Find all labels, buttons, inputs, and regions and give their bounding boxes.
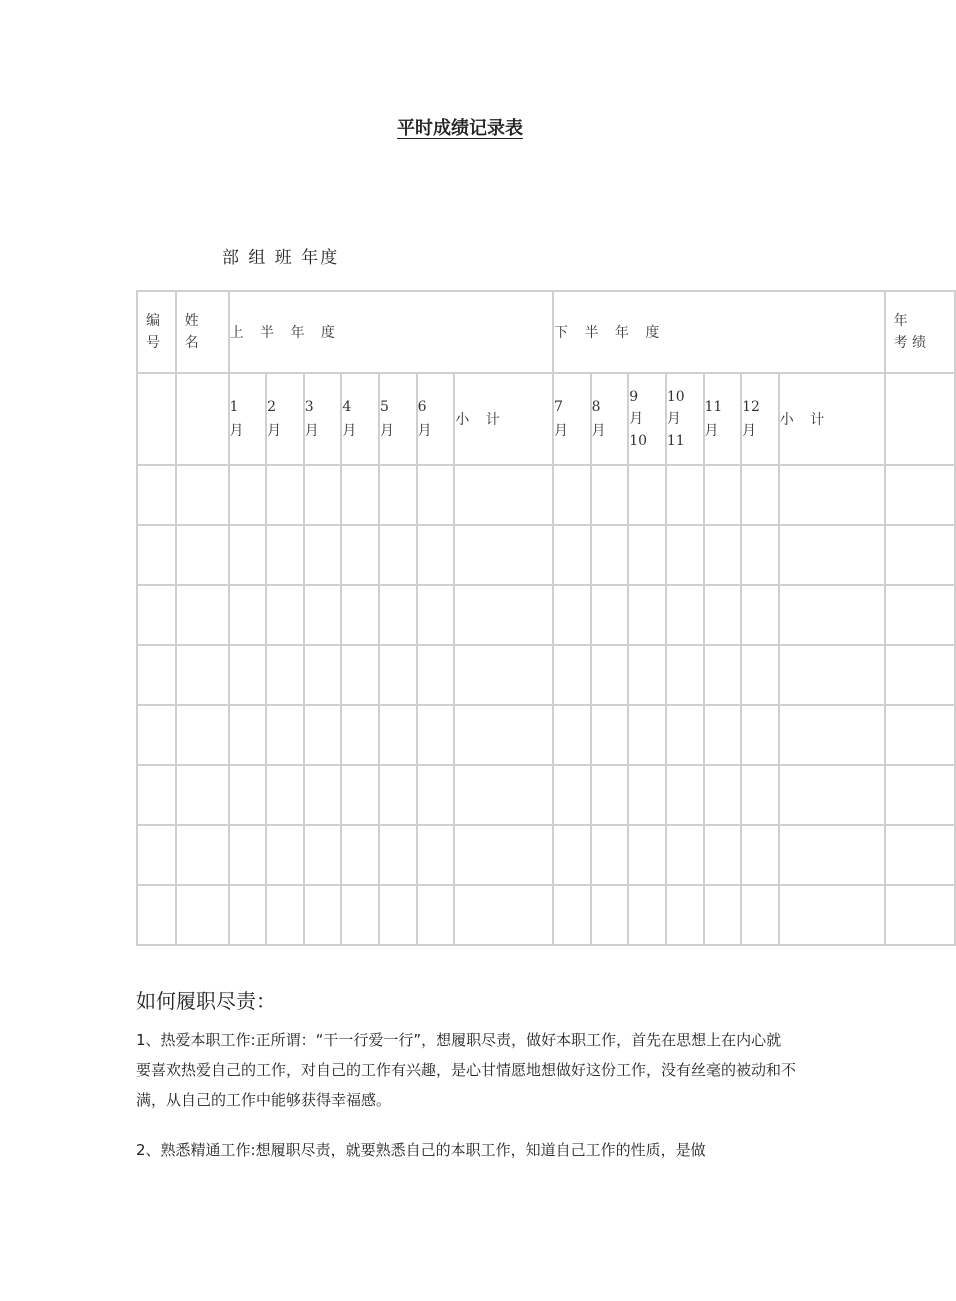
table-cell[interactable] <box>741 465 779 525</box>
table-cell[interactable] <box>176 825 229 885</box>
table-cell[interactable] <box>704 585 742 645</box>
table-row <box>137 585 955 645</box>
table-cell[interactable] <box>379 885 417 945</box>
section-heading: 如何履职尽责： <box>136 989 276 1013</box>
table-cell[interactable] <box>304 585 342 645</box>
table-cell[interactable] <box>176 585 229 645</box>
month-10: 10 月 11 <box>666 373 704 465</box>
table-cell[interactable] <box>591 705 629 765</box>
table-cell[interactable] <box>553 525 591 585</box>
table-cell[interactable] <box>666 465 704 525</box>
table-cell[interactable] <box>741 645 779 705</box>
table-cell[interactable] <box>176 885 229 945</box>
header-annual: 年 考 绩 <box>885 291 955 373</box>
table-cell[interactable] <box>779 525 885 585</box>
month-8: 8 月 <box>591 373 629 465</box>
table-cell[interactable] <box>341 465 379 525</box>
table-cell[interactable] <box>553 645 591 705</box>
table-row <box>137 885 955 945</box>
table-cell[interactable] <box>553 885 591 945</box>
table-cell[interactable] <box>666 585 704 645</box>
table-cell[interactable] <box>779 585 885 645</box>
table-cell[interactable] <box>454 585 553 645</box>
score-table <box>136 290 956 946</box>
table-cell[interactable] <box>266 765 304 825</box>
table-cell[interactable] <box>341 885 379 945</box>
table-cell[interactable] <box>704 705 742 765</box>
table-cell[interactable] <box>704 825 742 885</box>
table-cell[interactable] <box>741 705 779 765</box>
table-cell[interactable] <box>741 585 779 645</box>
page-title: 平时成绩记录表 <box>397 118 523 139</box>
table-cell[interactable] <box>229 645 267 705</box>
table-cell[interactable] <box>666 885 704 945</box>
table-cell[interactable] <box>341 525 379 585</box>
table-cell[interactable] <box>779 825 885 885</box>
blank-cell <box>137 373 176 465</box>
table-cell[interactable] <box>885 465 955 525</box>
table-cell[interactable] <box>885 765 955 825</box>
table-cell[interactable] <box>454 705 553 765</box>
table-cell[interactable] <box>417 705 455 765</box>
month-4: 4 月 <box>341 373 379 465</box>
header-name: 姓 名 <box>176 291 229 373</box>
table-cell[interactable] <box>137 645 176 705</box>
table-cell[interactable] <box>628 465 666 525</box>
table-cell[interactable] <box>304 825 342 885</box>
table-cell[interactable] <box>704 525 742 585</box>
table-cell[interactable] <box>229 585 267 645</box>
table-cell[interactable] <box>266 705 304 765</box>
month-12: 12 月 <box>741 373 779 465</box>
month-2: 2 月 <box>266 373 304 465</box>
table-cell[interactable] <box>885 825 955 885</box>
table-cell[interactable] <box>553 585 591 645</box>
table-cell[interactable] <box>379 825 417 885</box>
table-cell[interactable] <box>266 825 304 885</box>
table-cell[interactable] <box>704 645 742 705</box>
table-cell[interactable] <box>454 525 553 585</box>
table-cell[interactable] <box>229 525 267 585</box>
table-cell[interactable] <box>741 525 779 585</box>
table-cell[interactable] <box>137 525 176 585</box>
table-cell[interactable] <box>379 465 417 525</box>
table-cell[interactable] <box>885 585 955 645</box>
table-cell[interactable] <box>229 765 267 825</box>
table-cell[interactable] <box>417 525 455 585</box>
table-cell[interactable] <box>779 645 885 705</box>
table-cell[interactable] <box>176 525 229 585</box>
month-9: 9 月 10 <box>628 373 666 465</box>
table-cell[interactable] <box>741 765 779 825</box>
table-cell[interactable] <box>176 705 229 765</box>
table-cell[interactable] <box>454 825 553 885</box>
paragraph-1: 1、热爱本职工作:正所谓：“干一行爱一行”，想履职尽责，做好本职工作，首先在思想上在内心就要喜欢热爱自己的工作，对自己的工作有兴趣，是心甘情愿地想做好这份工作，没有丝毫的被动和不满，从自己的工作中能够获得幸福感。 <box>136 1031 797 1109</box>
subtotal-first-half: 小 计 <box>454 373 553 465</box>
table-row <box>137 705 955 765</box>
table-cell[interactable] <box>779 465 885 525</box>
month-7: 7 月 <box>553 373 591 465</box>
table-cell[interactable] <box>454 885 553 945</box>
table-cell[interactable] <box>454 645 553 705</box>
month-3: 3 月 <box>304 373 342 465</box>
table-cell[interactable] <box>341 645 379 705</box>
table-cell[interactable] <box>628 585 666 645</box>
table-cell[interactable] <box>666 705 704 765</box>
score-table-container <box>136 290 927 952</box>
table-cell[interactable] <box>666 825 704 885</box>
month-1: 1 月 <box>229 373 267 465</box>
table-cell[interactable] <box>666 525 704 585</box>
month-11: 11 月 <box>704 373 742 465</box>
table-cell[interactable] <box>885 885 955 945</box>
table-cell[interactable] <box>628 525 666 585</box>
table-cell[interactable] <box>741 825 779 885</box>
table-row <box>137 765 955 825</box>
table-cell[interactable] <box>176 765 229 825</box>
table-cell[interactable] <box>229 465 267 525</box>
table-cell[interactable] <box>591 465 629 525</box>
table-cell[interactable] <box>628 825 666 885</box>
blank-cell <box>176 373 229 465</box>
table-cell[interactable] <box>137 705 176 765</box>
month-header-row <box>137 373 955 465</box>
blank-cell <box>885 373 955 465</box>
table-cell[interactable] <box>266 645 304 705</box>
table-cell[interactable] <box>137 585 176 645</box>
table-cell[interactable] <box>176 645 229 705</box>
table-row <box>137 825 955 885</box>
table-cell[interactable] <box>229 885 267 945</box>
table-cell[interactable] <box>591 885 629 945</box>
table-cell[interactable] <box>379 645 417 705</box>
table-cell[interactable] <box>341 705 379 765</box>
table-cell[interactable] <box>417 465 455 525</box>
department-line: 部 组 班 年度 <box>222 248 340 268</box>
table-cell[interactable] <box>779 885 885 945</box>
table-cell[interactable] <box>176 465 229 525</box>
table-cell[interactable] <box>304 885 342 945</box>
table-cell[interactable] <box>553 825 591 885</box>
month-5: 5 月 <box>379 373 417 465</box>
table-cell[interactable] <box>666 765 704 825</box>
table-row <box>137 465 955 525</box>
table-cell[interactable] <box>266 525 304 585</box>
table-cell[interactable] <box>704 465 742 525</box>
table-cell[interactable] <box>379 585 417 645</box>
table-cell[interactable] <box>628 765 666 825</box>
table-cell[interactable] <box>304 765 342 825</box>
table-cell[interactable] <box>137 825 176 885</box>
table-body <box>137 465 955 945</box>
table-cell[interactable] <box>553 465 591 525</box>
table-cell[interactable] <box>591 645 629 705</box>
header-id: 编 号 <box>137 291 176 373</box>
table-cell[interactable] <box>741 885 779 945</box>
table-cell[interactable] <box>779 705 885 765</box>
table-cell[interactable] <box>666 645 704 705</box>
table-cell[interactable] <box>885 645 955 705</box>
table-cell[interactable] <box>704 885 742 945</box>
table-cell[interactable] <box>137 465 176 525</box>
table-cell[interactable] <box>379 525 417 585</box>
table-cell[interactable] <box>417 825 455 885</box>
table-cell[interactable] <box>454 465 553 525</box>
table-cell[interactable] <box>229 825 267 885</box>
table-row <box>137 525 955 585</box>
table-row <box>137 645 955 705</box>
table-cell[interactable] <box>591 765 629 825</box>
table-cell[interactable] <box>628 645 666 705</box>
table-cell[interactable] <box>704 765 742 825</box>
table-cell[interactable] <box>779 765 885 825</box>
table-cell[interactable] <box>341 585 379 645</box>
table-cell[interactable] <box>266 585 304 645</box>
table-cell[interactable] <box>304 705 342 765</box>
table-cell[interactable] <box>885 705 955 765</box>
table-cell[interactable] <box>591 525 629 585</box>
table-cell[interactable] <box>417 885 455 945</box>
table-cell[interactable] <box>591 825 629 885</box>
table-cell[interactable] <box>553 765 591 825</box>
table-cell[interactable] <box>628 705 666 765</box>
subtotal-second-half: 小 计 <box>779 373 885 465</box>
table-cell[interactable] <box>591 585 629 645</box>
table-cell[interactable] <box>417 645 455 705</box>
month-6: 6 月 <box>417 373 455 465</box>
table-cell[interactable] <box>304 465 342 525</box>
table-cell[interactable] <box>417 585 455 645</box>
table-cell[interactable] <box>341 825 379 885</box>
table-cell[interactable] <box>266 465 304 525</box>
table-cell[interactable] <box>417 765 455 825</box>
table-cell[interactable] <box>379 705 417 765</box>
table-cell[interactable] <box>341 765 379 825</box>
header-first-half: 上 半 年 度 <box>229 291 553 373</box>
table-cell[interactable] <box>885 525 955 585</box>
table-cell[interactable] <box>137 765 176 825</box>
table-cell[interactable] <box>553 705 591 765</box>
paragraph-2: 2、熟悉精通工作:想履职尽责，就要熟悉自己的本职工作，知道自己工作的性质，是做 <box>136 1141 706 1159</box>
table-cell[interactable] <box>266 885 304 945</box>
table-cell[interactable] <box>454 765 553 825</box>
table-cell[interactable] <box>304 645 342 705</box>
table-cell[interactable] <box>379 765 417 825</box>
table-cell[interactable] <box>304 525 342 585</box>
table-cell[interactable] <box>137 885 176 945</box>
header-second-half: 下 半 年 度 <box>553 291 885 373</box>
table-cell[interactable] <box>229 705 267 765</box>
table-cell[interactable] <box>628 885 666 945</box>
